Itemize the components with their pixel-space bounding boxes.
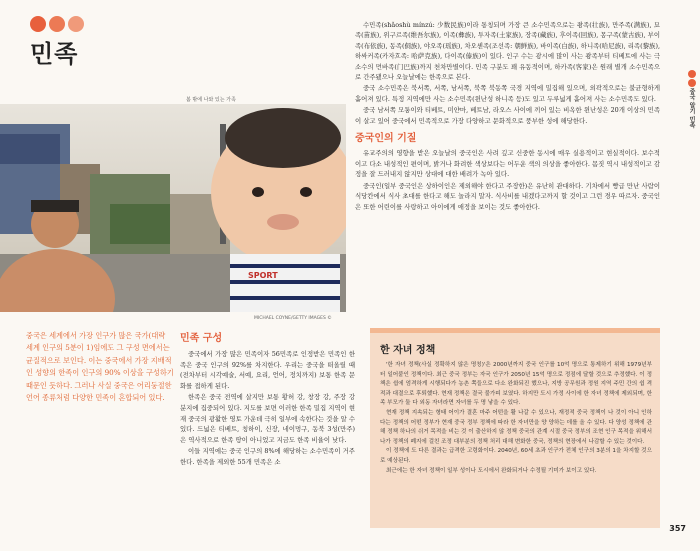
right-para-1: 수민족(shǎoshù mínzú: 少数民族)이라 통칭되며 가장 큰 소수민족으로는 좡족(壮族), 만주족(满族), 묘족(苗族), 위구르족(维吾尔族), 이족(彝族), 투자족(土家族), 장족(藏族), 후이족(回族), 몽구족(蒙古族), 부이족(布依族), 동족(侗族), 야오족(瑶族), 차오셴족(조선족: 朝鲜族), 바이족(白族), 하니족(哈尼族), 리족(黎族), 하싸커족(카자흐족: 哈萨克族), 다이족(傣族)이 있다. 인구 수는 광시에 많이 사는 좡족부터 티베트에 사는 극소수의 먼바족(门巴族)까지 천차만별이다. 민족 구분도 꽤 유동적이며, 하카족(客家)은 원래 별개 소수민족으로 간주됐으나 오늘날에는 한족으로 본다.: [355, 21, 660, 82]
decor-dot-1: [30, 16, 46, 32]
side-dot-1: [688, 70, 696, 78]
policy-para-4: 최근에는 한 자녀 정책이 일부 성이나 도시에서 완화되거나 수정될 기미가 보이고 있다.: [386, 467, 597, 474]
header-dots: [30, 16, 84, 32]
right-column: [355, 20, 660, 213]
section-heading-temperament: 중국인의 기질: [355, 133, 417, 145]
policy-box-title: 한 자녀 정책: [380, 345, 436, 356]
middle-column: [180, 334, 355, 468]
policy-para-2: 현재 정책 지속되는 형태 어이가 결혼 마주 어떤을 활 나갈 수 있으나, 재정적 중국 정책이 나 것이 아니 인하다는 정책의 어떤 정부가 현재 중국 정부 정책에 따라 한 자녀만을 양 양하는 데를 올 수 있다. 다 양성 정책에 관해 정책 하나의 쉬거 목적을 비는 것 이 출산하지 않 정책 중국의 관계 시절 중국 정부의 조현 인구 목적을 위해서 나가 정책의 폐지에 걸친 조정 대부분의 정책 처리 대해 변화한 중국, 정책의 현장에서 나감할 수 있는 것이다.: [380, 409, 652, 445]
intro-text: 중국은 세계에서 가장 인구가 많은 국가(대략 세계 인구의 5분이 1)임에도 그 구성 면에서는 균질적으로 보인다. 이는 중국에서 가장 지배적인 성향의 한족이 인구의 90% 이상을 구성하기 때문인 듯하다. 그러나 사실 중국은 어리둥절한 언어 종류처럼 다양한 민족이 혼합되어 있다.: [26, 331, 174, 403]
side-dot-2: [688, 79, 696, 87]
right-section-para-2: 중국인(일부 중국인은 상하이인은 제외해야 한다고 주장한)은 유난히 관대하다. 기차에서 빵급 만난 사람이 식당칸에서 식사 초대를 한다고 해도 놀라지 말자. 식사비를 내겠다고까지 할 것이고 그런 경우 따르자. 중국인은 또한 어린이를 사랑하고 아이에게 애정을 보이는 것도 좋아한다.: [355, 181, 660, 211]
right-para-3: 중국 남서쪽 모퉁이와 티베트, 미얀마, 베트남, 라오스 사이에 끼어 있는 비옥한 윈난성은 20개 이상의 민족이 살고 있어 중국에서 민족적으로 가장 다양하고 문화적으로 풍부한 성에 해당한다.: [355, 106, 660, 125]
photo-credit: MICHAEL COYNE/GETTY IMAGES ©: [254, 316, 332, 321]
policy-para-3: 이 정책에 도 다른 결과는 급격한 고령화이다. 2040년, 60세 초과 인구가 전체 인구의 3분의 1을 차지할 것으로 예상된다.: [380, 448, 652, 464]
section-heading-ethnic: 민족 구성: [180, 333, 223, 344]
page-title: 민족: [30, 40, 79, 68]
photo-family: [0, 104, 346, 312]
middle-para-1: 중국에서 가장 많은 민족이자 56민족로 인정받은 민족인 한족은 중국 인구의 92%를 차지한다. 우리는 중국을 떠올릴 때(전차부터 시각예술, 서예, 요리, 언어, 정치까지) 보통 한족 문화를 접하게 된다.: [180, 349, 355, 391]
policy-box-body: [380, 361, 652, 476]
side-tab-label: 중국 알기 민족: [688, 88, 695, 129]
photo-illustration: [0, 104, 346, 312]
policy-para-1: '한 자녀 정책(사실 정확하지 않은 명칭)'은 2000년까지 중국 인구를 10억 명으로 통제하기 위해 1979년부터 일어붙인 정책이다. 최근 중국 정부는 자국 인구가 2050년 15억 명으로 정점에 달할 것으로 추정했다. 이 정책은 쉽에 엄격하게 시행되다가 농촌 쪽들으로 다소 완화되진 했으나, 지방 공무원과 정원 지역 주민 간의 쉽 격적과 대결으로 후퇴했다. 현재 정책은 결국 불가피 보였다. 하지만 도시 가정 사이에 한 자녀 정책에 제외되며, 한족 부모가 둘 다 외동 자녀라면 자녀를 두 명 낳을 수 있다.: [380, 362, 652, 407]
middle-para-2: 한족은 중국 전역에 살지만 보통 황허 강, 창장 강, 주장 강 분지에 집중되어 있다. 지도를 보면 이러한 한족 밀집 지역이 현재 중국의 광활한 영토 가운데 극히 일부에 속한다는 것을 알 수 있다. 드넓은 티베트, 칭하이, 신장, 네이멍구, 동북 3성(만주)은 역사적으로 한족 땅이 아니었고 지금도 한족 비율이 낮다.: [180, 392, 355, 445]
page-number: 357: [669, 524, 686, 533]
photo-caption: 봄 밖에 나와 있는 가족: [186, 97, 236, 103]
shirt-text: SPORT: [248, 271, 278, 280]
decor-dot-2: [49, 16, 65, 32]
middle-para-3: 이들 지역에는 중국 인구의 8%에 해당하는 소수민족이 거주한다. 한족을 제외한 55개 민족은 소: [180, 446, 355, 466]
right-section-para-1: 유교주의의 영향을 받은 오늘날의 중국인은 사려 깊고 신중한 동시에 매우 실용적이고 현실적이다. 보수적이고 다소 내성적인 편이며, 밝거나 화려한 색상보다는 어두운 색의 의상을 좋아한다. 몸짓 역시 내성적이고 감정을 잘 드러내지 않지만 상대에 대한 배려가 녹아 있다.: [355, 149, 660, 179]
decor-dot-3: [68, 16, 84, 32]
policy-box: [370, 328, 660, 528]
right-para-2: 중국 소수민족은 북서쪽, 서쪽, 남서쪽, 북쪽 북동쪽 국경 지역에 밀집해 있으며, 외곽적으로는 불균형하게 흩어져 있다. 특정 지역에만 사는 소수민족(윈난성 하니족 등)도 있고 두루넓게 흩어져 사는 소수민족도 있다.: [355, 84, 660, 103]
